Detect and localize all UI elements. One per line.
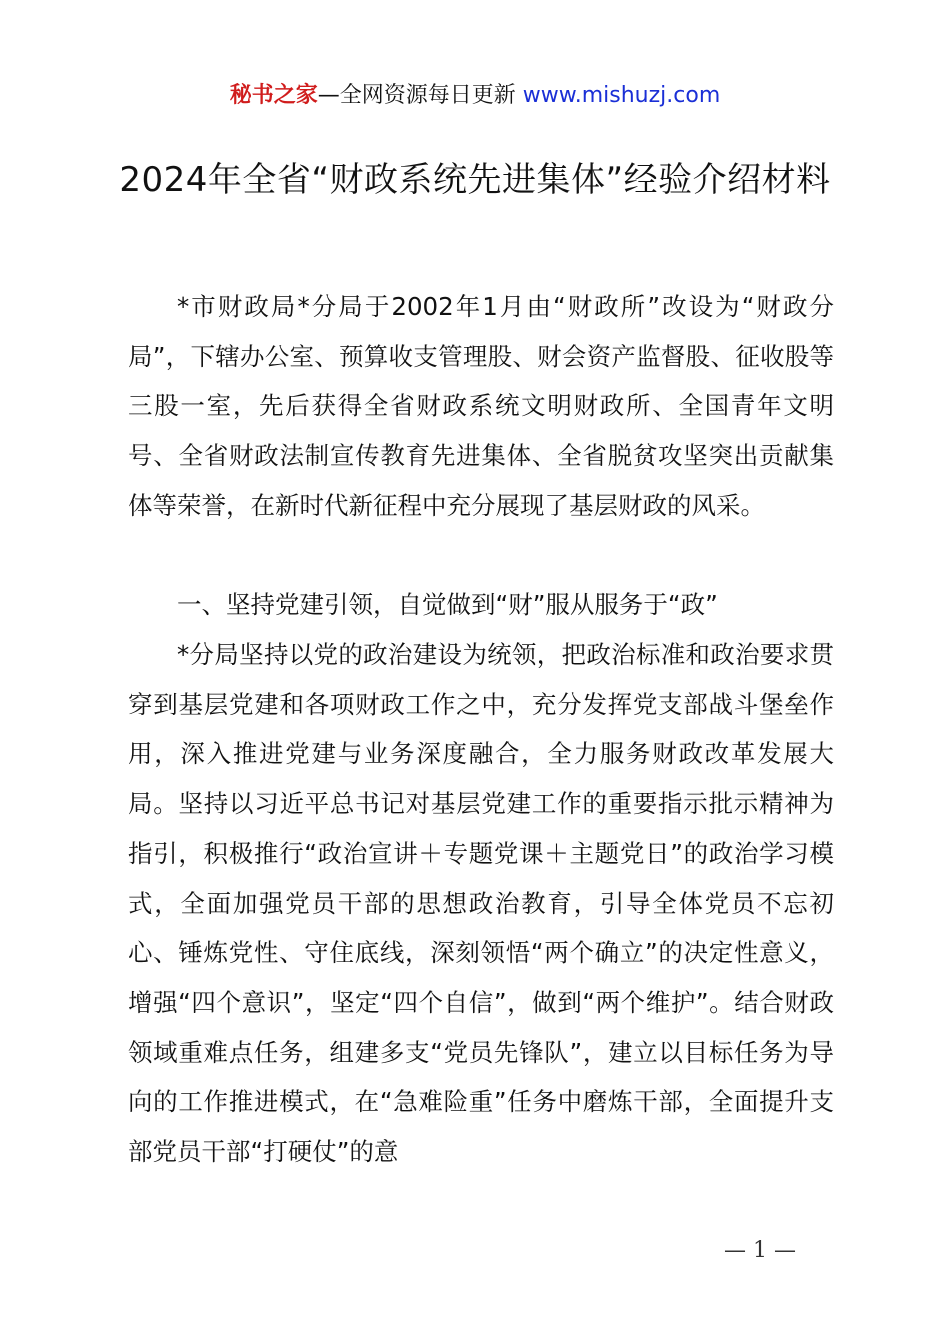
- site-url-link[interactable]: www.mishuzj.com: [522, 83, 721, 108]
- intro-paragraph: [128, 282, 834, 531]
- page-number: — 1 —: [724, 1238, 796, 1263]
- paragraph-text: *分局坚持以党的政治建设为统领，把政治标准和政治要求贯穿到基层党建和各项财政工作之中，充分发挥党支部战斗堡垒作用，深入推进党建与业务深度融合，全力服务财政改革发展大局。坚持以习近平总书记对基层党建工作的重要指示批示精神为指引，积极推行“政治宣讲＋专题党课＋主题党日”的政治学习模式，全面加强党员干部的思想政治教育，引导全体党员不忘初心、锤炼党性、守住底线，深刻领悟“两个确立”的决定性意义，增强“四个意识”，坚定“四个自信”，做到“两个维护”。结合财政领域重难点任务，组建多支“党员先锋队”，建立以目标任务为导向的工作推进模式，在“急难险重”任务中磨炼干部，全面提升支部党员干部“打硬仗”的意: [128, 640, 834, 1167]
- site-tagline: —全网资源每日更新: [317, 83, 516, 108]
- site-header: [0, 80, 950, 112]
- site-name: 秘书之家: [229, 83, 318, 108]
- section-paragraph: [128, 630, 834, 1177]
- paragraph-text: *市财政局*分局于2002年1月由“财政所”改设为“财政分局”，下辖办公室、预算收支管理股、财会资产监督股、征收股等三股一室，先后获得全省财政系统文明财政所、全国青年文明号、全省财政法制宣传教育先进集体、全省脱贫攻坚突出贡献集体等荣誉，在新时代新征程中充分展现了基层财政的风采。: [128, 292, 834, 520]
- section-heading: [128, 580, 834, 630]
- document-title: 2024年全省“财政系统先进集体”经验介绍材料: [119, 160, 831, 200]
- section-heading-text: 一、坚持党建引领，自觉做到“财”服从服务于“政”: [177, 590, 718, 619]
